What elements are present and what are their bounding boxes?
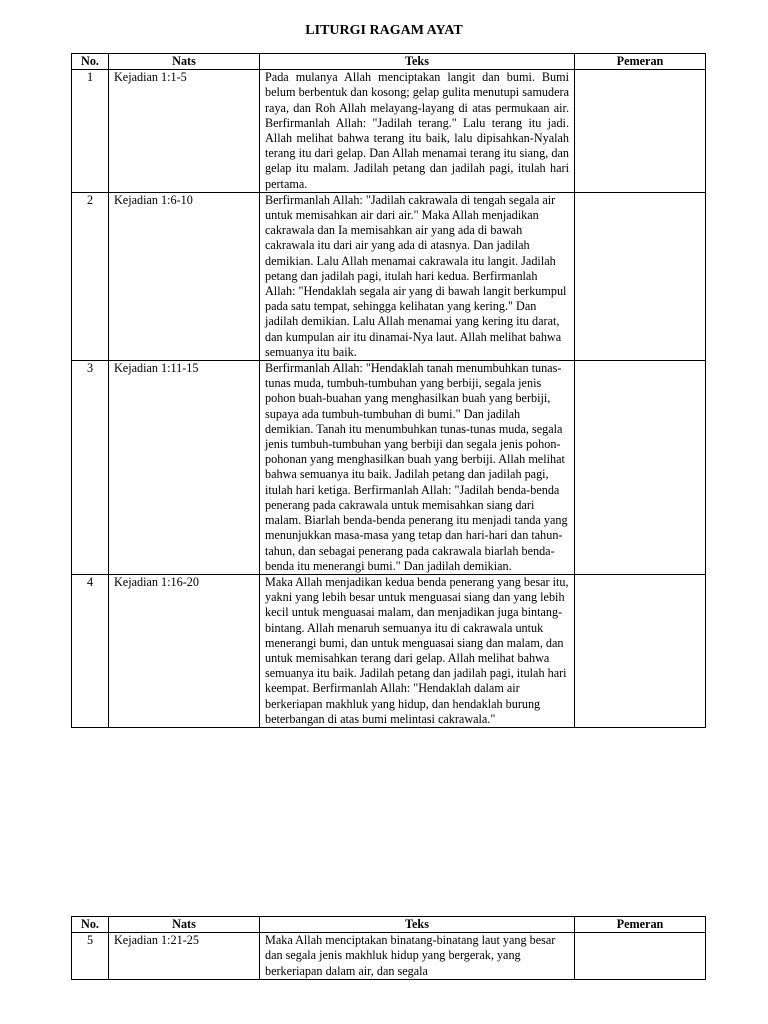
table-row bbox=[72, 361, 706, 575]
header-nats: Nats bbox=[109, 917, 260, 933]
row-number: 1 bbox=[72, 70, 109, 193]
liturgy-table bbox=[71, 53, 706, 728]
row-pemeran bbox=[575, 361, 706, 575]
table-row bbox=[72, 192, 706, 360]
header-teks: Teks bbox=[260, 917, 575, 933]
row-pemeran bbox=[575, 933, 706, 980]
header-no: No. bbox=[72, 54, 109, 70]
row-number: 2 bbox=[72, 192, 109, 360]
row-pemeran bbox=[575, 70, 706, 193]
liturgy-table-continued bbox=[71, 916, 706, 980]
row-nats: Kejadian 1:6-10 bbox=[109, 192, 260, 360]
table-header-row bbox=[72, 54, 706, 70]
header-teks: Teks bbox=[260, 54, 575, 70]
row-number: 3 bbox=[72, 361, 109, 575]
row-teks: Berfirmanlah Allah: "Jadilah cakrawala di tengah segala air untuk memisahkan air dari air." Maka Allah menjadikan cakrawala dan Ia memisahkan air yang ada di bawah cakrawala itu dari air yang ada di atasnya. Dan jadilah demikian. Lalu Allah menamai cakrawala itu langit. Jadilah petang dan jadilah pagi, itulah hari kedua. Berfirmanlah Allah: "Hendaklah segala air yang di bawah langit berkumpul pada satu tempat, sehingga kelihatan yang kering." Dan jadilah demikian. Lalu Allah menamai yang kering itu darat, dan kumpulan air itu dinamai-Nya laut. Allah melihat bahwa semuanya itu baik. bbox=[260, 192, 575, 360]
row-nats: Kejadian 1:16-20 bbox=[109, 574, 260, 727]
table-row bbox=[72, 70, 706, 193]
row-nats: Kejadian 1:21-25 bbox=[109, 933, 260, 980]
row-teks: Maka Allah menciptakan binatang-binatang laut yang besar dan segala jenis makhluk hidup yang bergerak, yang berkeriapan dalam air, dan segala bbox=[260, 933, 575, 980]
row-number: 5 bbox=[72, 933, 109, 980]
table-row bbox=[72, 574, 706, 727]
document-title: LITURGI RAGAM AYAT bbox=[305, 23, 463, 38]
row-teks: Pada mulanya Allah menciptakan langit dan bumi. Bumi belum berbentuk dan kosong; gelap gulita menutupi samudera raya, dan Roh Allah melayang-layang di atas permukaan air. Berfirmanlah Allah: "Jadilah terang." Lalu terang itu jadi. Allah melihat bahwa terang itu baik, lalu dipisahkan-Nyalah terang itu dari gelap. Dan Allah menamai terang itu siang, dan gelap itu malam. Jadilah petang dan jadilah pagi, itulah hari pertama. bbox=[260, 70, 575, 193]
row-pemeran bbox=[575, 574, 706, 727]
header-no: No. bbox=[72, 917, 109, 933]
header-pemeran: Pemeran bbox=[575, 54, 706, 70]
row-teks: Berfirmanlah Allah: "Hendaklah tanah menumbuhkan tunas-tunas muda, tumbuh-tumbuhan yang berbiji, segala jenis pohon buah-buahan yang menghasilkan buah yang berbiji, supaya ada tumbuh-tumbuhan di bumi." Dan jadilah demikian. Tanah itu menumbuhkan tunas-tunas muda, segala jenis tumbuh-tumbuhan yang berbiji dan segala jenis pohon-pohonan yang menghasilkan buah yang berbiji. Allah melihat bahwa semuanya itu baik. Jadilah petang dan jadilah pagi, itulah hari ketiga. Berfirmanlah Allah: "Jadilah benda-benda penerang pada cakrawala untuk memisahkan siang dari malam. Biarlah benda-benda penerang itu menjadi tanda yang menunjukkan masa-masa yang tetap dan hari-hari dan tahun-tahun, dan sebagai penerang pada cakrawala biarlah benda-benda itu menerangi bumi." Dan jadilah demikian. bbox=[260, 361, 575, 575]
row-nats: Kejadian 1:11-15 bbox=[109, 361, 260, 575]
table-header-row bbox=[72, 917, 706, 933]
row-pemeran bbox=[575, 192, 706, 360]
header-nats: Nats bbox=[109, 54, 260, 70]
row-nats: Kejadian 1:1-5 bbox=[109, 70, 260, 193]
row-teks: Maka Allah menjadikan kedua benda penerang yang besar itu, yakni yang lebih besar untuk menguasai siang dan yang lebih kecil untuk menguasai malam, dan menjadikan juga bintang-bintang. Allah menaruh semuanya itu di cakrawala untuk menerangi bumi, dan untuk menguasai siang dan malam, dan untuk memisahkan terang dari gelap. Allah melihat bahwa semuanya itu baik. Jadilah petang dan jadilah pagi, itulah hari keempat. Berfirmanlah Allah: "Hendaklah dalam air berkeriapan makhluk yang hidup, dan hendaklah burung beterbangan di atas bumi melintasi cakrawala." bbox=[260, 574, 575, 727]
table-row bbox=[72, 933, 706, 980]
header-pemeran: Pemeran bbox=[575, 917, 706, 933]
row-number: 4 bbox=[72, 574, 109, 727]
